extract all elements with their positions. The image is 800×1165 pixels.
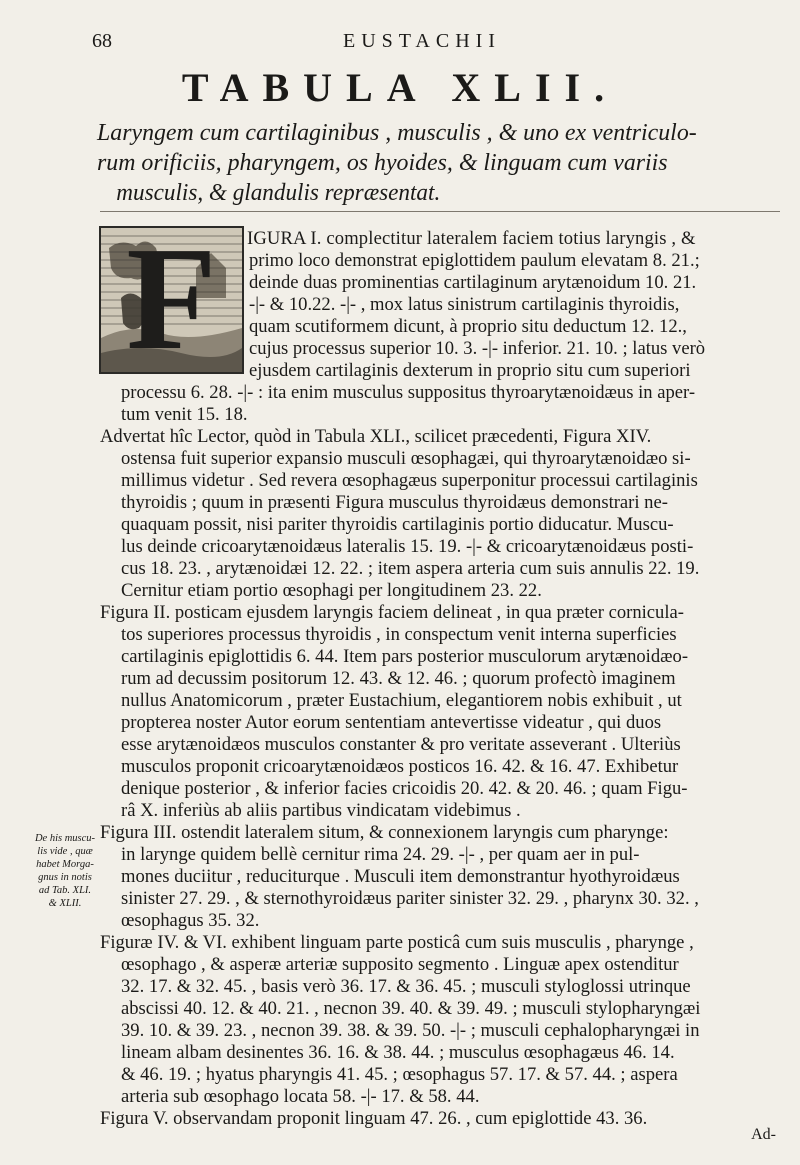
text-line: ejusdem cartilaginis dexterum in proprio situ cum superiori <box>249 360 691 381</box>
text-line: tos superiores processus thyroidis , in conspectum venit interna superficies <box>121 624 677 645</box>
page-number: 68 <box>92 30 112 52</box>
text-line: œsophagus 35. 32. <box>121 910 260 931</box>
margin-note-line: lis vide , quæ <box>37 846 93 857</box>
text-line: in larynge quidem bellè cernitur rima 24. 29. -|- , per quam aer in pul- <box>121 844 640 865</box>
text-line: mones duciitur , reduciturque . Musculi item demonstrantur hyothyroidæus <box>121 866 680 887</box>
text-line: musculos proponit cricoarytænoidæos posticos 16. 42. & 16. 47. Exhibetur <box>121 756 679 777</box>
text-line: quam scutiformem dicunt, à proprio situ deductum 12. 12., <box>249 316 687 337</box>
text-line: & 46. 19. ; hyatus pharyngis 41. 45. ; œsophagus 57. 17. & 57. 44. ; aspera <box>121 1064 678 1085</box>
margin-note-line: ad Tab. XLI. <box>38 885 92 896</box>
plate-subtitle <box>97 118 777 208</box>
text-line: râ X. inferiùs ab aliis partibus vindicatam videbimus . <box>121 800 521 821</box>
text-line: propterea noster Autor eorum sententiam antevertisse videatur , qui duos <box>121 712 662 733</box>
text-line: esse arytænoidæos musculos constanter & pro veritate asseverant . Ulteriùs <box>121 734 681 755</box>
text-line: rum ad decussim positorum 12. 43. & 12. 46. ; quorum profectò imaginem <box>121 668 676 689</box>
text-line: -|- & 10.22. -|- , mox latus sinistrum cartilaginis thyroidis, <box>249 294 680 315</box>
text-line: 32. 17. & 32. 45. , basis verò 36. 17. & 36. 45. ; musculi styloglossi utrinque <box>121 976 691 997</box>
text-line: millimus videtur . Sed revera œsophagæus superponitur processui cartilaginis <box>121 470 698 491</box>
initial-letter: F <box>126 226 217 374</box>
text-line: 39. 10. & 39. 23. , necnon 39. 38. & 39. 50. -|- ; musculi cephalopharyngæi in <box>121 1020 700 1041</box>
text-line: processu 6. 28. -|- : ita enim musculus suppositus thyroarytænoidæus in aper- <box>121 382 696 403</box>
text-line: arteria sub œsophago locata 58. -|- 17. & 58. 44. <box>121 1086 480 1107</box>
text-line: cujus processus superior 10. 3. -|- inferior. 21. 10. ; latus verò <box>249 338 706 359</box>
text-line: nullus Anatomicorum , præter Eustachium, elegantiorem nobis exhibuit , ut <box>121 690 682 711</box>
text-line: tum venit 15. 18. <box>121 404 248 425</box>
text-line: thyroidis ; quum in præsenti Figura musculus thyroidæus demonstrari ne- <box>121 492 668 513</box>
text-line: lus deinde cricoarytænoidæus lateralis 15. 19. -|- & cricoarytænoidæus posti- <box>121 536 694 557</box>
text-line: cartilaginis epiglottidis 6. 44. Item pars posterior musculorum arytænoidæo- <box>121 646 689 667</box>
page-header <box>92 30 752 60</box>
margin-note-line: habet Morga- <box>36 859 94 870</box>
margin-note <box>20 832 110 910</box>
text-line: Figuræ IV. & VI. exhibent linguam parte posticâ cum suis musculis , pharynge , <box>100 932 694 953</box>
text-line: Figura II. posticam ejusdem laryngis faciem delineat , in qua præter cornicula- <box>100 602 684 623</box>
text-line: deinde duas prominentias cartilaginum arytænoidum 10. 21. <box>249 272 697 293</box>
text-line: Figura III. ostendit lateralem situm, & connexionem laryngis cum pharynge: <box>100 822 669 843</box>
text-line: IGURA I. complectitur lateralem faciem totius laryngis , & <box>247 228 696 249</box>
decorated-initial <box>99 226 244 374</box>
text-line: Advertat hîc Lector, quòd in Tabula XLI., scilicet præcedenti, Figura XIV. <box>100 426 652 447</box>
margin-note-line: De his muscu- <box>34 833 96 844</box>
text-line: cus 18. 23. , arytænoidæi 12. 22. ; item aspera arteria cum suis annulis 22. 19. <box>121 558 700 579</box>
running-head: EUSTACHII <box>343 30 501 52</box>
margin-note-line: & XLII. <box>48 898 82 909</box>
margin-note-line: gnus in notis <box>38 872 92 883</box>
text-line: quaquam possit, nisi pariter thyroidis cartilaginis portio diducatur. Muscu- <box>121 514 674 535</box>
text-line: Cernitur etiam portio œsophagi per longitudinem 23. 22. <box>121 580 542 601</box>
text-line: ostensa fuit superior expansio musculi œsophagæi, qui thyroarytænoidæo si- <box>121 448 691 469</box>
text-line: Figura V. observandam proponit linguam 47. 26. , cum epiglottide 43. 36. <box>100 1108 648 1129</box>
subtitle-line: musculis, & glandulis repræsentat. <box>116 180 441 206</box>
text-line: lineam albam desinentes 36. 16. & 38. 44. ; musculus œsophagæus 46. 14. <box>121 1042 675 1063</box>
subtitle-line: rum orificiis, pharyngem, os hyoides, & linguam cum variis <box>97 150 668 176</box>
catchword: Ad- <box>751 1126 776 1143</box>
text-line: œsophago , & asperæ arteriæ supposito segmento . Linguæ apex ostenditur <box>121 954 679 975</box>
text-line: denique posterior , & inferior facies cricoidis 20. 42. & 20. 46. ; quam Figu- <box>121 778 688 799</box>
text-line: sinister 27. 29. , & sternothyroidæus pariter sinister 32. 29. , pharynx 30. 32. , <box>121 888 699 909</box>
text-line: primo loco demonstrat epiglottidem paulum elevatam 8. 21.; <box>249 250 700 271</box>
subtitle-line: Laryngem cum cartilaginibus , musculis , & uno ex ventriculo- <box>97 120 697 146</box>
header-rule <box>100 211 780 212</box>
plate-title: TABULA XLII. <box>181 65 619 110</box>
text-line: abscissi 40. 12. & 40. 21. , necnon 39. 40. & 39. 49. ; musculi stylopharyngæi <box>121 998 701 1019</box>
